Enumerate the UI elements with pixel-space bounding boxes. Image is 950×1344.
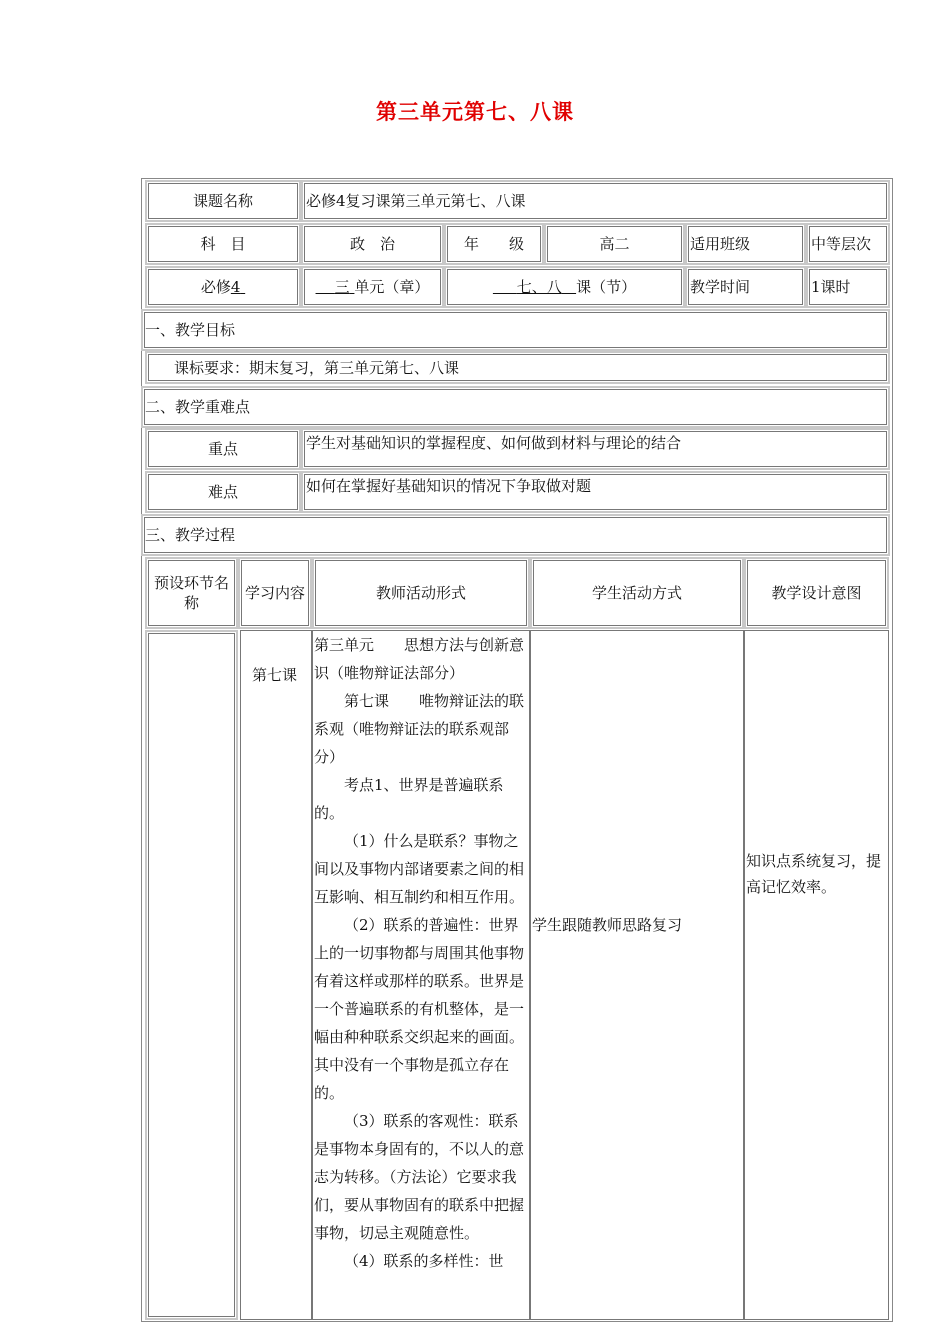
lesson-suffix: 课（节） [576, 278, 637, 296]
col-header-teacher: 教师活动形式 [312, 557, 530, 629]
book-number: 4 [230, 278, 241, 296]
teacher-paragraph: 考点1、世界是普遍联系的。 [314, 776, 504, 822]
goals-text: 课标要求：期末复习，第三单元第七、八课 [145, 351, 890, 384]
time-value: 1课时 [806, 266, 890, 308]
focus-heading: 二、教学重难点 [141, 386, 890, 428]
teacher-paragraph: （2）联系的普遍性：世界上的一切事物都与周围其他事物有着这样或那样的联系。世界是一个普遍联系的有机整体，是一幅由种种联系交织起来的画面。其中没有一个事物是孤立存在的。 [314, 916, 525, 1102]
teacher-activity-cell [312, 630, 530, 1320]
student-activity-cell [530, 630, 744, 1320]
teacher-paragraph: 第七课 唯物辩证法的联系观（唯物辩证法的联系观部分） [314, 692, 525, 766]
design-intent-cell [744, 630, 889, 1320]
lesson-number: 七、八 [516, 278, 562, 296]
teacher-paragraph: 第三单元 思想方法与创新意识（唯物辩证法部分） [314, 636, 525, 682]
grade-label: 年 级 [444, 223, 544, 265]
student-activity-text: 学生跟随教师思路复习 [532, 916, 683, 934]
topic-label: 课题名称 [145, 180, 301, 222]
key-point-text: 学生对基础知识的掌握程度、如何做到材料与理论的结合 [301, 428, 890, 470]
col-header-intent: 教学设计意图 [744, 557, 889, 629]
page-title: 第三单元第七、八课 [376, 99, 574, 124]
class-value: 中等层次 [806, 223, 890, 265]
lesson-cell [444, 266, 685, 308]
book-cell [145, 266, 301, 308]
design-intent-text: 知识点系统复习，提高记忆效率。 [746, 852, 882, 896]
subject-value: 政 治 [301, 223, 444, 265]
learning-content-cell [240, 630, 312, 1320]
topic-value: 必修4复习课第三单元第七、八课 [301, 180, 890, 222]
process-heading: 三、教学过程 [141, 514, 890, 556]
teacher-paragraph: （4）联系的多样性：世 [344, 1252, 504, 1270]
stage-cell [145, 630, 238, 1320]
lesson-label: 第七课 [252, 666, 298, 684]
book-prefix: 必修 [200, 278, 231, 296]
subject-label: 科 目 [145, 223, 301, 265]
time-label: 教学时间 [685, 266, 806, 308]
goals-heading: 一、教学目标 [141, 309, 890, 351]
unit-number: 三 [334, 278, 350, 296]
col-header-stage: 预设环节名称 [145, 557, 238, 629]
grade-value: 高二 [544, 223, 685, 265]
unit-suffix: 单元（章） [354, 278, 430, 296]
teacher-paragraph: （1）什么是联系？事物之间以及事物内部诸要素之间的相互影响、相互制约和相互作用。 [314, 832, 525, 906]
class-label: 适用班级 [685, 223, 806, 265]
unit-cell [301, 266, 444, 308]
teacher-paragraph: （3）联系的客观性：联系是事物本身固有的，不以人的意志为转移。（方法论）它要求我们，要从事物固有的联系中把握事物，切忌主观随意性。 [314, 1112, 525, 1242]
col-header-content: 学习内容 [238, 557, 312, 629]
difficulty-label: 难点 [145, 471, 301, 513]
col-header-student: 学生活动方式 [530, 557, 744, 629]
difficulty-text: 如何在掌握好基础知识的情况下争取做对题 [301, 471, 890, 513]
key-point-label: 重点 [145, 428, 301, 470]
